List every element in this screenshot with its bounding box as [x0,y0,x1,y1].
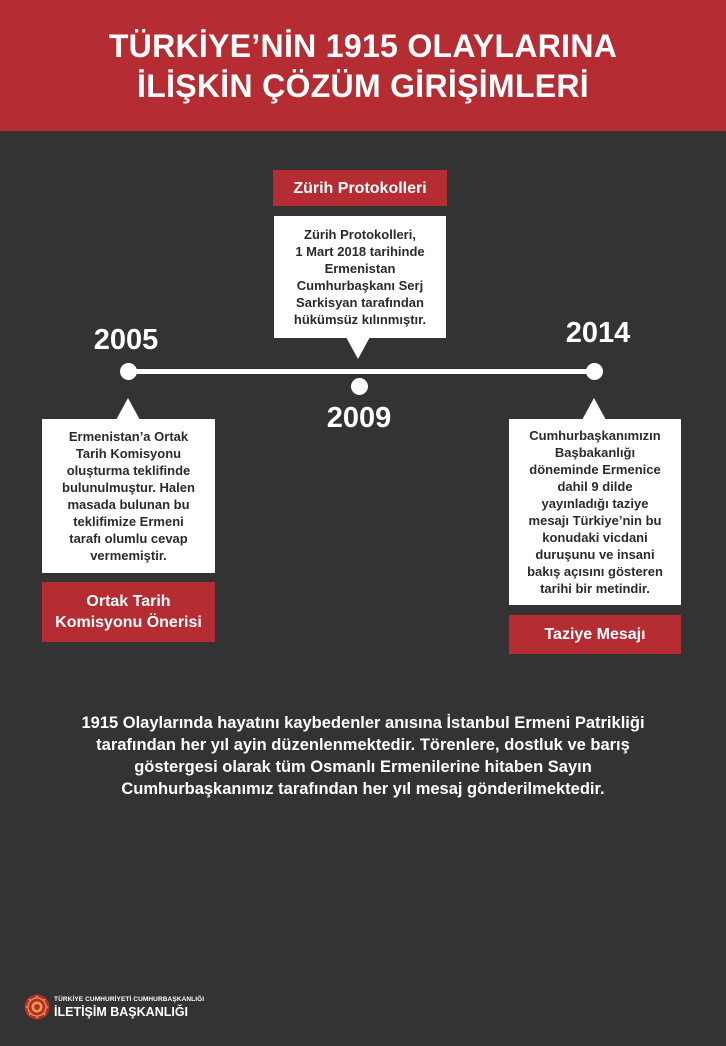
footer-paragraph: 1915 Olaylarında hayatını kaybedenler anısına İstanbul Ermeni Patrikliği tarafından her yıl ayin düzenlenmektedir. Törenlere, dostluk ve barış göstergesi olarak tüm Osmanlı Ermenilerine hitaben Sayın Cumhurbaşkanımız tarafından her yıl mesaj gönderilmektedir. [81,714,645,798]
year-2005: 2005 [93,324,159,356]
timeline-dot-2014 [586,363,603,380]
event-label-2014: Taziye Mesajı [509,615,681,654]
event-label-2005: Ortak Tarih Komisyonu Önerisi [42,582,215,642]
event-card-2014 [509,419,681,605]
card-pointer-2014 [582,398,606,420]
event-label-2009: Zürih Protokolleri [273,170,447,206]
title-line-2: İLİŞKİN ÇÖZÜM GİRİŞİMLERİ [137,67,589,104]
timeline-dot-2005 [120,363,137,380]
card-pointer-2005 [116,398,140,420]
event-text-2014: Cumhurbaşkanımızın Başbakanlığı döneminde Ermenice dahil 9 dilde yayınladığı taziye mesajı Türkiye’nin bu konudaki vicdani duruşunu ve insani bakış açısını gösteren tarihi bir metindir. [527,428,663,596]
event-card-2005 [42,419,215,573]
title-line-1: TÜRKİYE’NİN 1915 OLAYLARINA [108,27,618,64]
logo-line-1: TÜRKİYE CUMHURİYETİ CUMHURBAŞKANLIĞI [54,995,205,1003]
timeline-axis [128,369,594,374]
card-pointer-2009 [346,337,370,359]
event-text-2009: Zürih Protokolleri, 1 Mart 2018 tarihinde Ermenistan Cumhurbaşkanı Serj Sarkisyan tarafından hükümsüz kılınmıştır. [293,227,427,327]
year-2014: 2014 [565,317,631,349]
event-text-2005: Ermenistan’a Ortak Tarih Komisyonu oluşturma teklifinde bulunulmuştur. Halen masada bulunan bu teklifimize Ermeni tarafı olumlu cevap vermemiştir. [62,429,195,563]
event-card-2009 [274,216,446,338]
presidential-seal-icon [24,994,50,1020]
header-banner [0,0,726,131]
institution-logo [24,994,204,1020]
logo-line-2: İLETİŞİM BAŞKANLIĞI [54,1004,189,1019]
year-2009: 2009 [326,402,392,434]
timeline-dot-2009 [351,378,368,395]
